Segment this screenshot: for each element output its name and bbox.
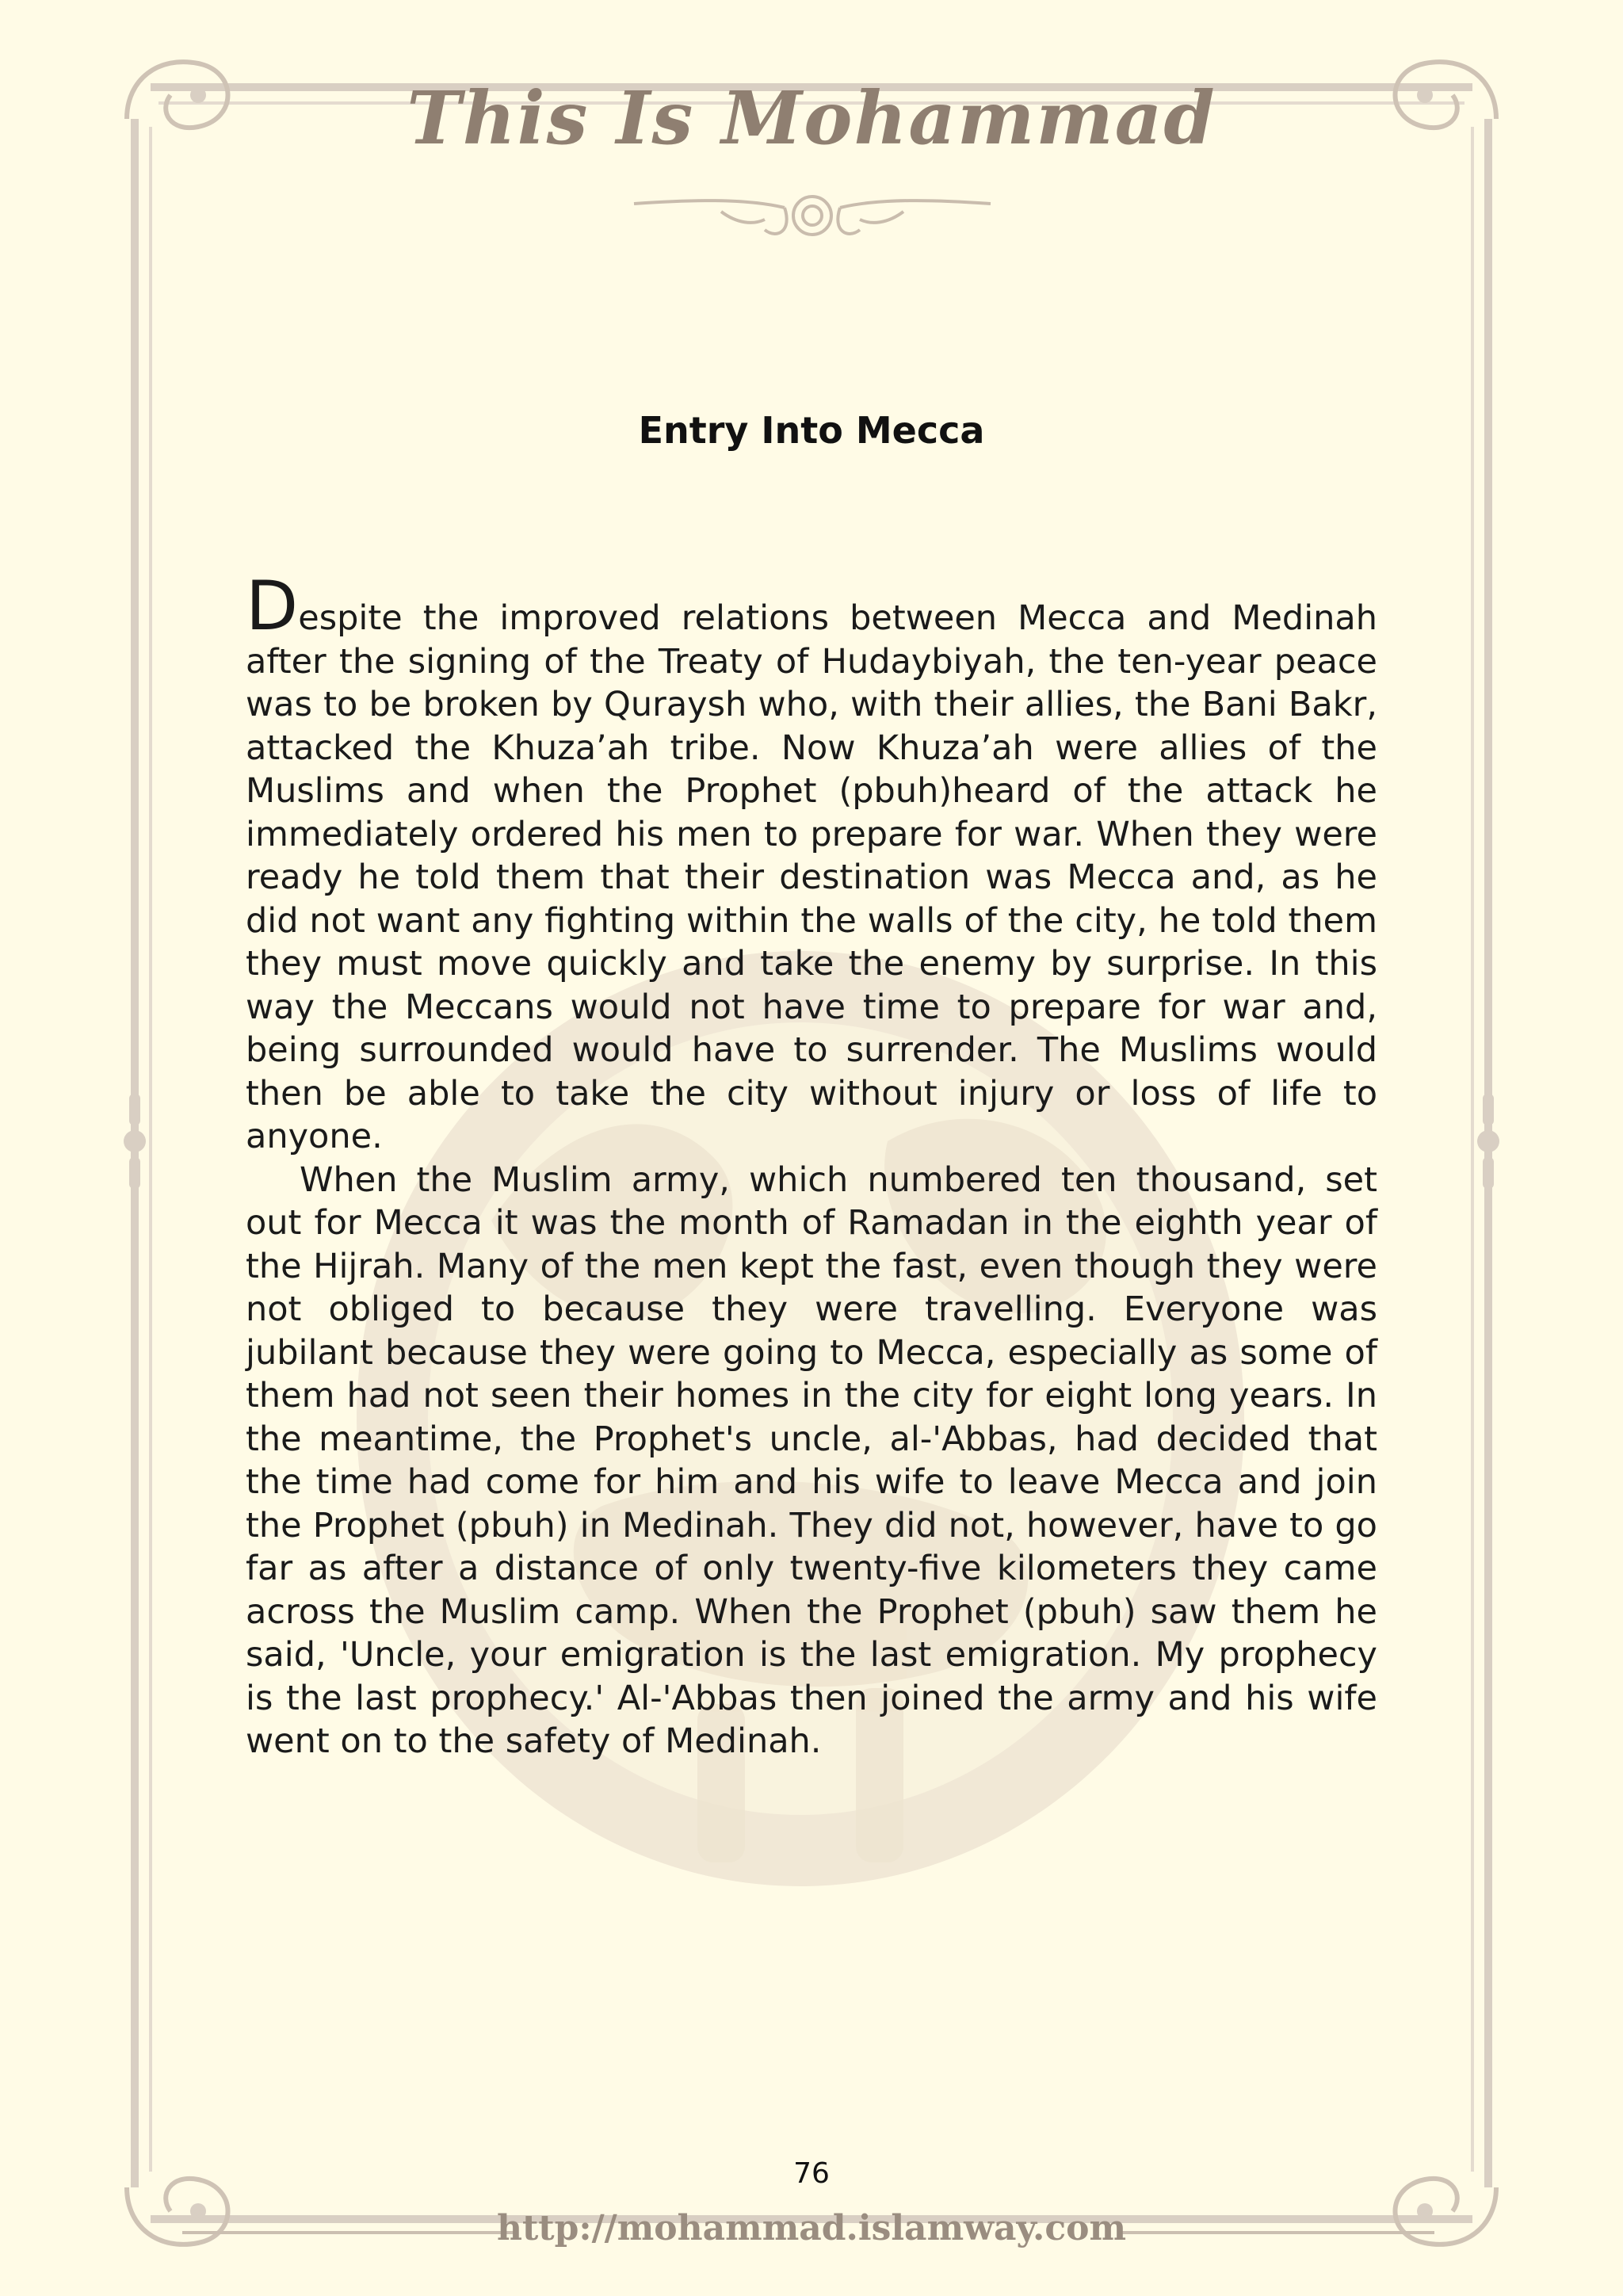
paragraph-1-text: espite the improved relations between Mecca and Medinah after the signing of the Treaty of Hudaybiyah, the ten-year peace was to be broken by Quraysh who, with their allies, the Bani Bakr, attacked the Khuza’ah tribe. Now Khuza’ah were allies of the Muslims and when the Prophet (pbuh)heard of the attack he immediately ordered his men to prepare for war. When they were ready he told them that their destination was Mecca and, as he did not want any fighting within the walls of the city, he told them they must move quickly and take the enemy by surprise. In this way the Meccans would not have time to prepare for war and, being surrounded would have to surrender. The Muslims would then be able to take the city without injury or loss of life to anyone.	[246, 598, 1377, 1156]
page-number: 76	[793, 2157, 830, 2190]
drop-cap-letter: D	[246, 567, 299, 646]
book-title-header: This Is Mohammad	[407, 75, 1216, 161]
article-body	[246, 567, 1377, 1763]
paragraph-2: When the Muslim army, which numbered ten thousand, set out for Mecca it was the month of Ramadan in the eighth year of the Hijrah. Many of the men kept the fast, even though they were not obliged to because they were travelling. Everyone was jubilant because they were going to Mecca, especially as some of them had not seen their homes in the city for eight long years. In the meantime, the Prophet's uncle, al-'Abbas, had decided that the time had come for him and his wife to leave Mecca and join the Prophet (pbuh) in Medinah. They did not, however, have to go far as after a distance of only twenty-five kilometers they came across the Muslim camp. When the Prophet (pbuh) saw them he said, 'Uncle, your emigration is the last emigration. My prophecy is the last prophecy.' Al-'Abbas then joined the army and his wife went on to the safety of Medinah.	[246, 1159, 1377, 1761]
header-flourish-ornament	[626, 176, 999, 247]
footer-website-url: http://mohammad.islamway.com	[496, 2208, 1127, 2248]
section-title: Entry Into Mecca	[638, 409, 985, 452]
paragraph-1	[246, 567, 1377, 1159]
